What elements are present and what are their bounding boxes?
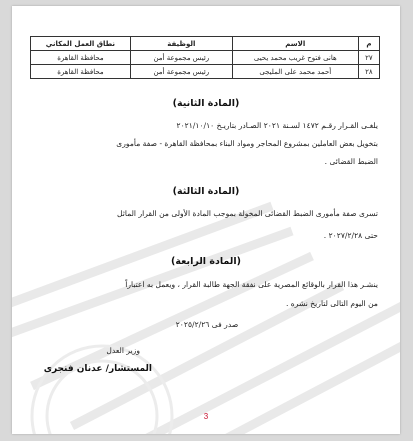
article-2-heading: (المادة الثانية) bbox=[172, 98, 240, 109]
table-row bbox=[31, 65, 380, 79]
column-header-work-area: نطاق العمل المكاني bbox=[31, 37, 131, 51]
article-2-line: يلغـى القـرار رقـم ١٤٧٢ لسـنة ٢٠٢١ الصـادر بتاريـخ ٢٠٢١/١٠/١٠ bbox=[176, 121, 378, 130]
row-number: ٢٧ bbox=[358, 51, 379, 65]
table-row bbox=[31, 51, 380, 65]
issue-date: صدر فى ٢٠٢٥/٢/٢٦ bbox=[175, 320, 239, 329]
column-header-number: م bbox=[358, 37, 379, 51]
article-2-line: بتخويل بعض العاملين بمشروع المحاجر ومواد البناء بمحافظة القاهرة - صفة مأمورى bbox=[116, 139, 378, 148]
row-name: هانى فتوح غريب محمد يحيى bbox=[232, 51, 358, 65]
table-header-row bbox=[31, 37, 380, 51]
article-4-heading: (المادة الرابعة) bbox=[171, 256, 241, 267]
row-work-area: محافظة القاهرة bbox=[31, 51, 131, 65]
page-number: 3 bbox=[203, 412, 209, 421]
signature-title: وزير العدل bbox=[106, 346, 140, 355]
signature-name: المستشار/ عدنان فنجرى bbox=[43, 364, 152, 374]
article-3-heading: (المادة الثالثة) bbox=[172, 186, 240, 197]
row-job: رئيس مجموعة أمن bbox=[130, 65, 232, 79]
row-job: رئيس مجموعة أمن bbox=[130, 51, 232, 65]
article-3-line: تسرى صفة مأمورى الضبط القضائى المخولة بموجب المادة الأولى من القرار الماثل bbox=[117, 209, 378, 218]
row-name: أحمد محمد على المليجى bbox=[232, 65, 358, 79]
row-work-area: محافظة القاهرة bbox=[31, 65, 131, 79]
employees-table bbox=[30, 36, 380, 79]
column-header-job: الوظيفة bbox=[130, 37, 232, 51]
document-page bbox=[12, 6, 400, 434]
article-4-line: ينشـر هذا القرار بالوقائع المصرية على نفقة الجهة طالبة القرار ، ويعمل به اعتباراً bbox=[125, 280, 378, 289]
row-number: ٢٨ bbox=[358, 65, 379, 79]
article-2-line: الضبط القضائى . bbox=[324, 157, 378, 166]
column-header-name: الاسم bbox=[232, 37, 358, 51]
article-4-line: من اليوم التالى لتاريخ نشره . bbox=[285, 299, 378, 308]
article-3-line: حتى ٢٠٢٧/٢/٢٨ . bbox=[323, 231, 378, 240]
